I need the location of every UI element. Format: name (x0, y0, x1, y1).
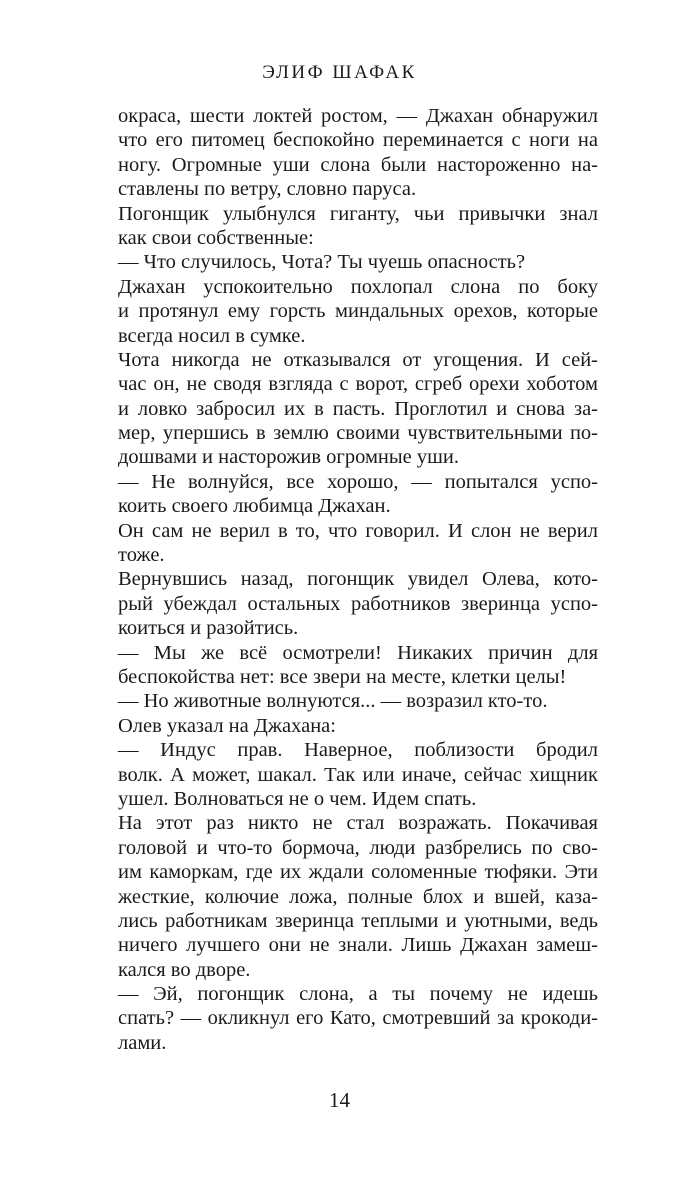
text-line: мер, упершись в землю своими чувствительными по- (118, 422, 598, 445)
text-line: лись работникам зверинца теплыми и уютными, ведь (118, 909, 598, 932)
text-line: дошвами и насторожив огромные уши. (118, 446, 460, 469)
text-line: — Эй, погонщик слона, а ты почему не идешь (118, 983, 598, 1006)
text-line: коиться и разойтись. (118, 617, 299, 640)
text-line: — Мы же всё осмотрели! Никаких причин для (118, 641, 598, 664)
text-line: и протянул ему горсть миндальных орехов, которые (118, 300, 598, 323)
text-line: лами. (118, 1031, 167, 1054)
text-line: — Что случилось, Чота? Ты чуешь опасность? (118, 251, 526, 274)
text-line: Олев указал на Джахана: (118, 714, 336, 737)
text-line: что его питомец беспокойно переминается с ноги на (118, 129, 598, 152)
text-line: жесткие, колючие ложа, полные блох и вшей, каза- (118, 885, 598, 908)
text-line: спать? — окликнул его Като, смотревший за крокоди- (118, 1007, 598, 1030)
text-line: ставлены по ветру, словно паруса. (118, 178, 417, 201)
text-line: час он, не сводя взгляда с ворот, сгреб орехи хоботом (118, 373, 598, 396)
text-line: кался во дворе. (118, 958, 251, 981)
text-line: ушел. Волноваться не о чем. Идем спать. (118, 787, 477, 810)
body-text (118, 104, 598, 1055)
text-line: На этот раз никто не стал возражать. Покачивая (118, 812, 598, 835)
text-line: Чота никогда не отказывался от угощения. И сей- (118, 348, 598, 371)
text-line: головой и что-то бормоча, люди разбрелись по сво- (118, 836, 598, 859)
text-line: Джахан успокоительно похлопал слона по боку (118, 275, 598, 298)
text-line: ногу. Огромные уши слона были настороженно на- (118, 153, 598, 176)
text-line: всегда носил в сумке. (118, 324, 306, 347)
text-line: — Индус прав. Наверное, поблизости бродил (118, 739, 598, 762)
text-line: Он сам не верил в то, что говорил. И слон не верил (118, 519, 598, 542)
text-line: как свои собственные: (118, 226, 314, 249)
running-head: ЭЛИФ ШАФАК (262, 62, 417, 83)
text-line: рый убеждал остальных работников зверинца успо- (118, 592, 598, 615)
text-line: Вернувшись назад, погонщик увидел Олева, кото- (118, 568, 598, 591)
text-line: ничего лучшего они не знали. Лишь Джахан замеш- (118, 934, 598, 957)
text-line: тоже. (118, 544, 165, 567)
text-line: Погонщик улыбнулся гиганту, чьи привычки знал (118, 202, 598, 225)
text-line: беспокойства нет: все звери на месте, клетки целы! (118, 665, 567, 688)
text-line: — Не волнуйся, все хорошо, — попытался успо- (118, 470, 598, 493)
text-line: волк. А может, шакал. Так или иначе, сейчас хищник (118, 763, 598, 786)
text-line: — Но животные волнуются... — возразил кто-то. (118, 690, 548, 713)
text-line: окраса, шести локтей ростом, — Джахан обнаружил (118, 105, 598, 127)
text-line: им каморкам, где их ждали соломенные тюфяки. Эти (118, 861, 598, 884)
text-line: коить своего любимца Джахан. (118, 495, 391, 518)
text-line: и ловко забросил их в пасть. Проглотил и снова за- (118, 397, 598, 420)
page-number: 14 (329, 1088, 350, 1112)
